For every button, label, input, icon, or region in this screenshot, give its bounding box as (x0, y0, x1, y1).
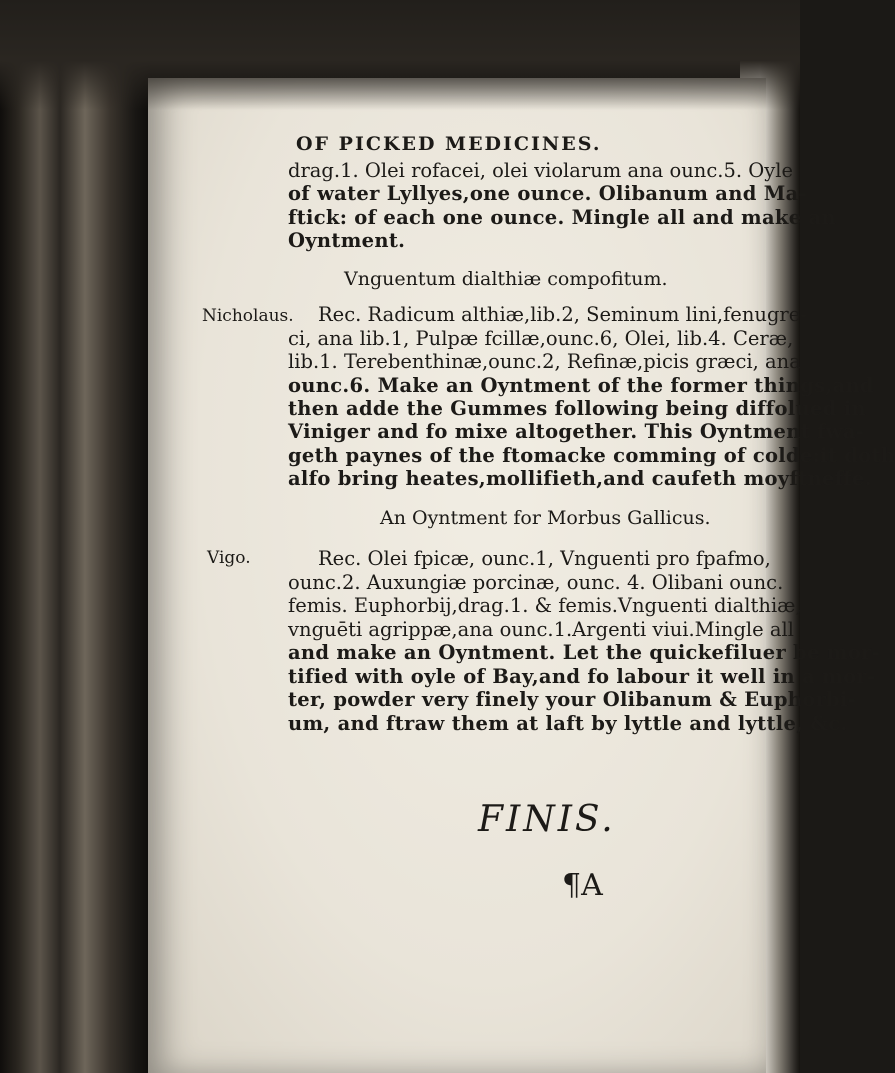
recipe-title: Vnguentum dialthiæ compofitum. (344, 268, 668, 290)
text-line: Viniger and fo mixe altogether. This Oyntment fwa- (288, 420, 865, 443)
text-line: drag.1. Olei rofacei, olei violarum ana ounc.5. Oyle (288, 159, 794, 182)
text-line: and make an Oyntment. Let the quickefiluer be mor- (288, 641, 881, 664)
catchword: ¶A (562, 868, 603, 903)
text-line: ounc.6. Make an Oyntment of the former things,and (288, 374, 874, 397)
text-line: tified with oyle of Bay,and fo labour it well in a mor- (288, 665, 876, 688)
margin-note-author: Vigo. (207, 548, 251, 568)
text-line: of water Lyllyes,one ounce. Olibanum and Ma- (288, 182, 807, 205)
text-line: femis. Euphorbij,drag.1. & femis.Vnguenti dialthiæ, (288, 594, 802, 617)
text-line: alfo bring heates,mollifieth,and caufeth moyftneffe. (288, 467, 872, 490)
text-line: Rec. Radicum althiæ,lib.2, Seminum lini,fenugre- (318, 303, 807, 326)
text-line: geth paynes of the ftomacke comming of colde:it doth (288, 444, 895, 467)
text-line: ftick: of each one ounce. Mingle all and make an (288, 206, 836, 229)
top-shadow (0, 0, 800, 110)
text-line: ounc.2. Auxungiæ porcinæ, ounc. 4. Olibani ounc. (288, 571, 784, 594)
finis-mark: FINIS. (478, 799, 616, 840)
text-line: lib.1. Terebenthinæ,ounc.2, Refinæ,picis græci, ana (288, 350, 801, 373)
text-line: um, and ftraw them at laft by lyttle and lyttle, &c. (288, 712, 848, 735)
text-line: ci, ana lib.1, Pulpæ fcillæ,ounc.6, Olei, lib.4. Ceræ, (288, 327, 794, 350)
text-line: then adde the Gummes following being diffolued in (288, 397, 866, 420)
text-line: Rec. Olei fpicæ, ounc.1, Vnguenti pro fpafmo, (318, 547, 771, 570)
text-line: ter, powder very finely your Olibanum & Euphorbi- (288, 688, 857, 711)
margin-note-author: Nicholaus. (202, 306, 294, 326)
text-line: Oyntment. (288, 229, 406, 252)
running-header: OF PICKED MEDICINES. (296, 133, 602, 155)
recipe-title: An Oyntment for Morbus Gallicus. (380, 507, 711, 529)
text-line: vnguēti agrippæ,ana ounc.1.Argenti viui.Mingle all (288, 618, 795, 641)
